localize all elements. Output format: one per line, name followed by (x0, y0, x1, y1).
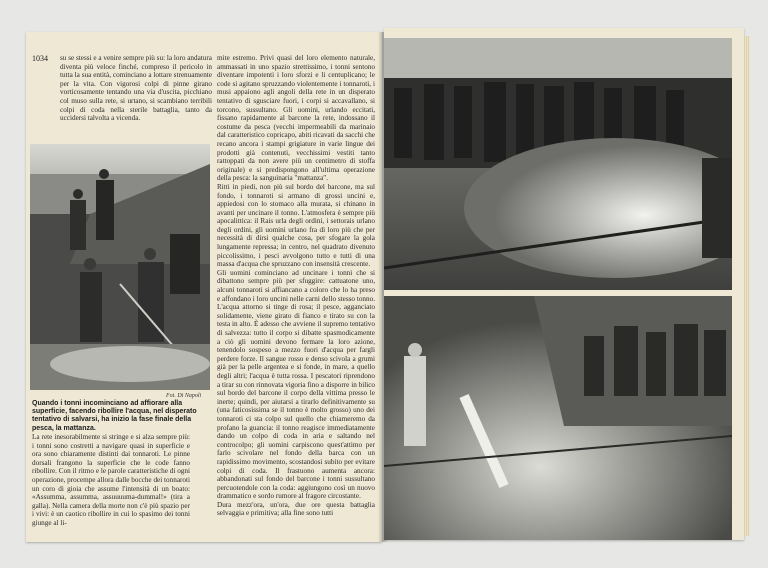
photo-caption: Quando i tonni incominciano ad affiorare alla superficie, facendo ribollire l'acqua, nel disperato tentativo di salvarsi, ha inizio la fase finale della pesca, la mattanza. (32, 400, 197, 432)
mattanza-bottom-photo (384, 296, 732, 540)
text-column-1: su se stessi e a venire sempre più su: la loro andatura diventa più veloce finché, compreso il pericolo in tutta la sua entità, cominciano a lottare strenuamente per la vita. Con vigorosi colpi di pinne girano vorticosamente tentando una via d'uscita, picchiano col muso sulla rete, si urtano, si scambiano terribili colpi di coda nella sterile battaglia, tanto da uccidersi talvolta a vicenda. (60, 54, 212, 123)
page-number: 1034 (32, 54, 48, 63)
text-column-2: mite estremo. Privi quasi del loro elemento naturale, ammassati in uno spazio strettissimo, i tonni sentono diventare impotenti i loro sforzi e li centuplicano; le code si agitano spruzzando violentemente i tonnaroti, i musi appaiono agli angoli della rete in un disperato tentativo di sgusciare fuori, i corpi si accavallano, si torcono, sussultano. Gli uomini, urlando eccitati, fissano rapidamente al barcone la rete, indossano il costume da pesca (vecchi impermeabili da marinaio dal caratteristico copricapo, abiti ricavati da sacchi che recano ancora i stampi grigiature in varie lingue dei prodotti già contenuti, vecchissimi vestiti tanto rattoppati da non avere più un centimetro di stoffa originale) e si predispongono all'ultima operazione della pesca: la sanguinaria "mattanza". Ritti in piedi, non più sul bordo del barcone, ma sul fondo, i tonnaroti si armano di grossi uncini e, appiedosi con lo stomaco alla murata, si chinano in avanti per uncinare il tonno. L'atmosfera è sempre più apocalittica: il Rais urla degli ordini, i settorais urlano degli ordini, gli uomini urlano fra di loro più che per necessità di dirsi qualche cosa, per sfogare la gola lungamente repressa; in centro, nel quadrato divenuto piccolissimo, i pesci avvolgono tutto e tutti di una massa d'acqua che spruzzano con insensità crescente. Gli uomini cominciano ad uncinare i tonni che si dibattono sempre più per sfuggire: cattuatone uno, alcuni tonnaroti si affiancano a coloro che lo ha preso e affondano i loro uncini nelle carni dello stesso tonno. L'acqua attorno si tinge di rosa; il pesce, agganciato solidamente, viene girato di fianco e tirato su con la testa in alto. È adesso che avviene il supremo tentativo di salvezza: tutto il corpo si dibatte spasmodicamente a ciò gli uomini devono fermare la loro azione, tenendolo sospeso a mezzo fuori d'acqua per fargli perdere forze. Il sangue rosso e denso scivola a grumi già per la pelle argentea e si fonde, in mare, a quello degli altri; l'acqua è tutta rossa. I pescatori riprendono a tirar su con rinnovata vigoria fino a disporre in bilico sul bordo del barcone il corpo della vittima presso le inerte; quindi, per aiutarsi a tirarlo definitivamente su (una faticosissima se il tonno è molto grosso) uno dei tonnaroti ci sta colpo sul quello che chiameremo da profano la guancia: il tonno reagisce immediatamente dando un colpo di coda in aria e saltando nel controcolpo; gli uomini carpiscono quest'attimo per farlo scivolare nel fondo della barca con un rapidissimo movimento, scostandosi subito per evitare colpi di coda. Il frastuono aumenta ancora: abbandonati sul fondo del barcone i tonni sussultano percuotendole con la coda: aggiungono così un nuovo drammatico e sordo rumore al fragore circostante. Dura mezz'ora, un'ora, due ore questa battaglia selvaggia e primitiva; alla fine sono tutti (217, 54, 375, 518)
left-page (26, 32, 382, 542)
page-edges (744, 36, 750, 536)
magazine-spread (26, 26, 744, 546)
mattanza-top-photo (384, 38, 732, 290)
photo-credit: Fot. Di Napoli (166, 393, 202, 399)
text-column-3: La rete inesorabilmente si stringe e si alza sempre più: i tonni sono costretti a navigare quasi in superficie e ora sono chiaramente distinti dai tonnaroti. Le pinne dorsali frangono la superficie che le code fanno ribollire. Con il ritmo e le parole caratteristiche di ogni operazione, procempe allora dalle bocche dei tonnaroti un coro di gioia che assume l'intensità di un boato: «Assumma, assumma, assuuuuma-dummal!» (tira a galla). Nella camera della morte non c'è più spazio per i vivi: è un caotico ribollire in cui lo spasimo dei tonni giunge al li- (32, 433, 190, 527)
fishermen-photo (30, 144, 210, 390)
